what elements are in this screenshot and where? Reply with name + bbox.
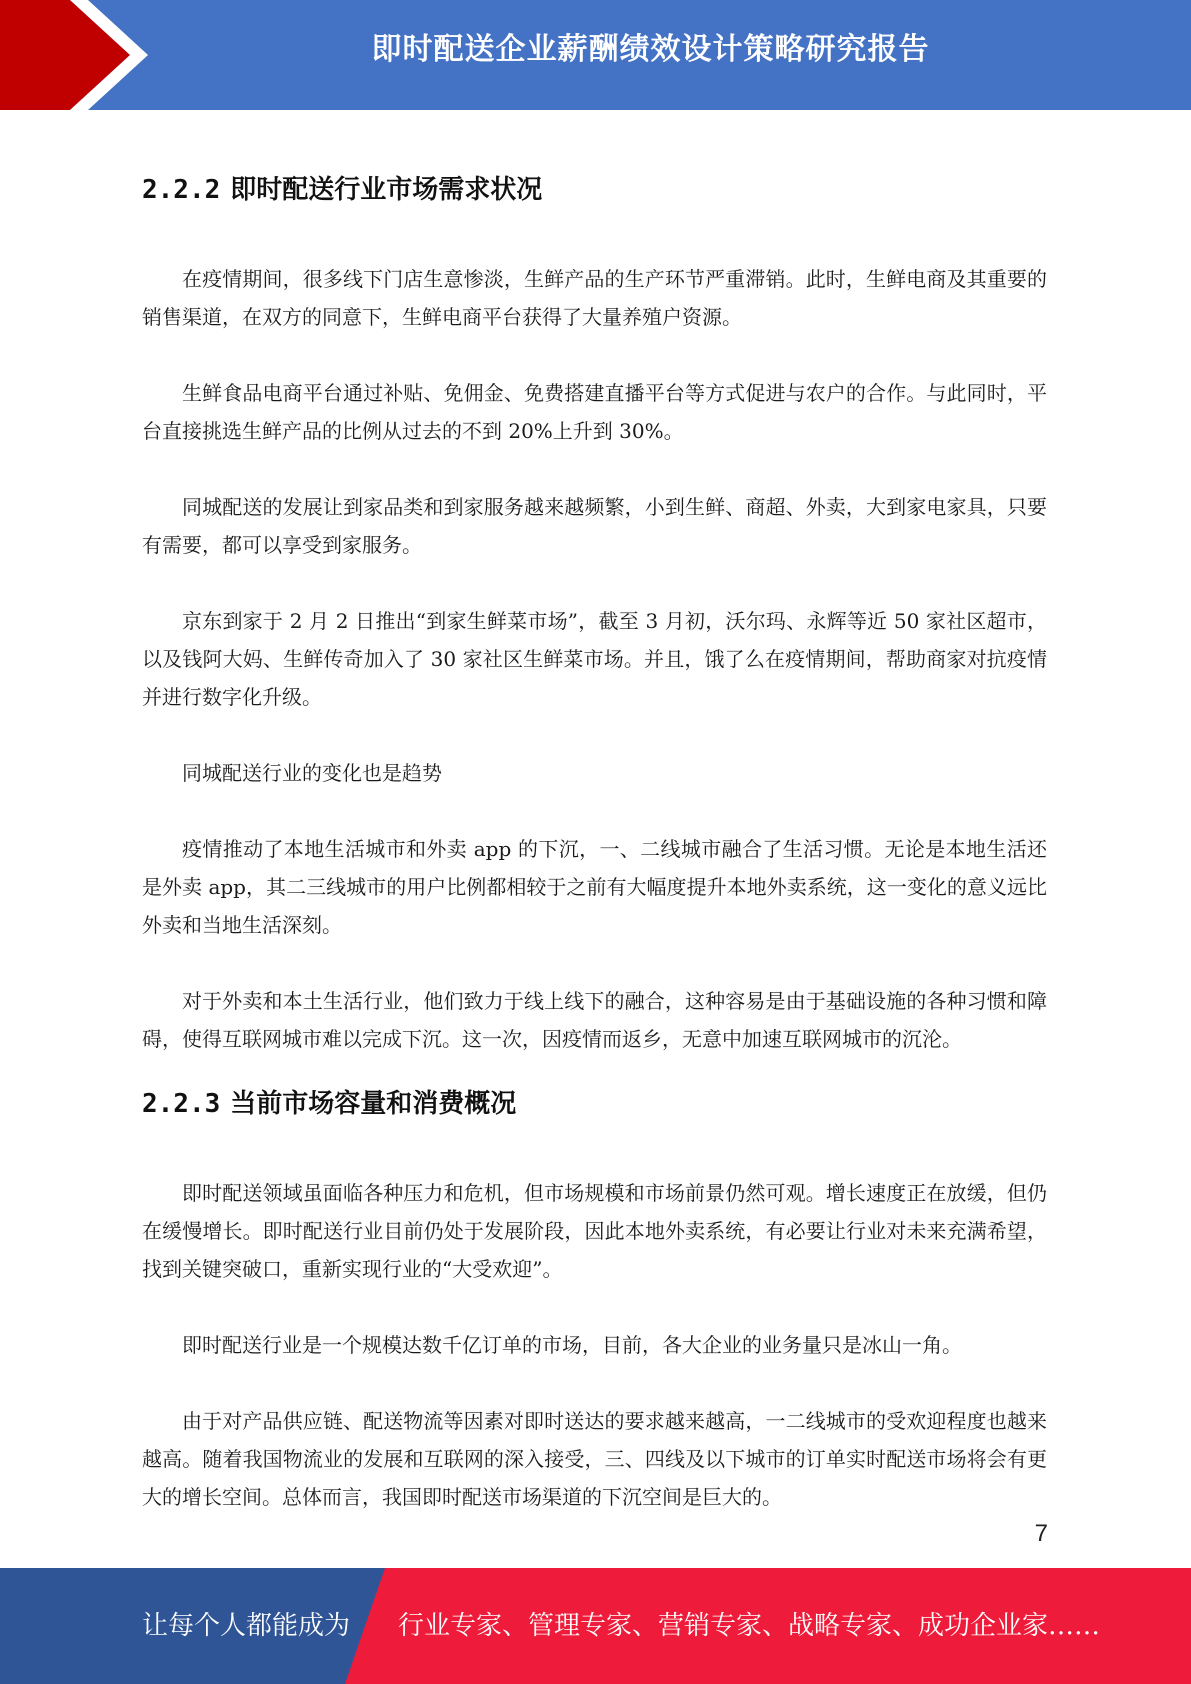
section-title: 即时配送行业市场需求状况 xyxy=(230,175,543,205)
paragraph: 由于对产品供应链、配送物流等因素对即时送达的要求越来越高，一二线城市的受欢迎程度也越来越高。随着我国物流业的发展和互联网的深入接受，三、四线及以下城市的订单实时配送市场将会有更大的增长空间。总体而言，我国即时配送市场渠道的下沉空间是巨大的。 xyxy=(142,1409,1047,1509)
section-number: 2.2.3 xyxy=(142,1089,221,1119)
paragraph: 同城配送行业的变化也是趋势 xyxy=(182,761,442,785)
paragraph: 疫情推动了本地生活城市和外卖 app 的下沉，一、二线城市融合了生活习惯。无论是本地生活还是外卖 app，其二三线城市的用户比例都相较于之前有大幅度提升本地外卖系统，这一变化的意义远比外卖和当地生活深刻。 xyxy=(142,837,1047,937)
paragraph: 同城配送的发展让到家品类和到家服务越来越频繁，小到生鲜、商超、外卖，大到家电家具，只要有需要，都可以享受到家服务。 xyxy=(142,495,1047,557)
header-chevron-decoration xyxy=(0,0,160,110)
document-body xyxy=(142,160,1047,1516)
section-heading xyxy=(142,1074,1047,1134)
page-footer xyxy=(0,1568,1191,1684)
section-number: 2.2.2 xyxy=(142,175,221,205)
paragraph: 京东到家于 2 月 2 日推出“到家生鲜菜市场”，截至 3 月初，沃尔玛、永辉等近 50 家社区超市，以及钱阿大妈、生鲜传奇加入了 30 家社区生鲜菜市场。并且，饿了么在疫情期间，帮助商家对抗疫情并进行数字化升级。 xyxy=(142,609,1047,709)
paragraph: 即时配送领域虽面临各种压力和危机，但市场规模和市场前景仍然可观。增长速度正在放缓，但仍在缓慢增长。即时配送行业目前仍处于发展阶段，因此本地外卖系统，有必要让行业对未来充满希望，找到关键突破口，重新实现行业的“大受欢迎”。 xyxy=(142,1181,1047,1281)
section-title: 当前市场容量和消费概况 xyxy=(230,1089,517,1119)
footer-slogan-left: 让每个人都能成为 xyxy=(142,1611,351,1641)
paragraph: 即时配送行业是一个规模达数千亿订单的市场，目前，各大企业的业务量只是冰山一角。 xyxy=(182,1333,962,1357)
footer-slogan-right: 行业专家、管理专家、营销专家、战略专家、成功企业家…… xyxy=(398,1611,1101,1641)
section-heading xyxy=(142,160,1047,220)
header-title: 即时配送企业薪酬绩效设计策略研究报告 xyxy=(371,32,930,67)
page-number: 7 xyxy=(1034,1520,1048,1547)
page-header xyxy=(0,0,1191,110)
paragraph: 对于外卖和本土生活行业，他们致力于线上线下的融合，这种容易是由于基础设施的各种习惯和障碍，使得互联网城市难以完成下沉。这一次，因疫情而返乡，无意中加速互联网城市的沉沦。 xyxy=(142,989,1047,1051)
paragraph: 在疫情期间，很多线下门店生意惨淡，生鲜产品的生产环节严重滞销。此时，生鲜电商及其重要的销售渠道，在双方的同意下，生鲜电商平台获得了大量养殖户资源。 xyxy=(142,267,1047,329)
paragraph: 生鲜食品电商平台通过补贴、免佣金、免费搭建直播平台等方式促进与农户的合作。与此同时，平台直接挑选生鲜产品的比例从过去的不到 20%上升到 30%。 xyxy=(142,381,1047,443)
